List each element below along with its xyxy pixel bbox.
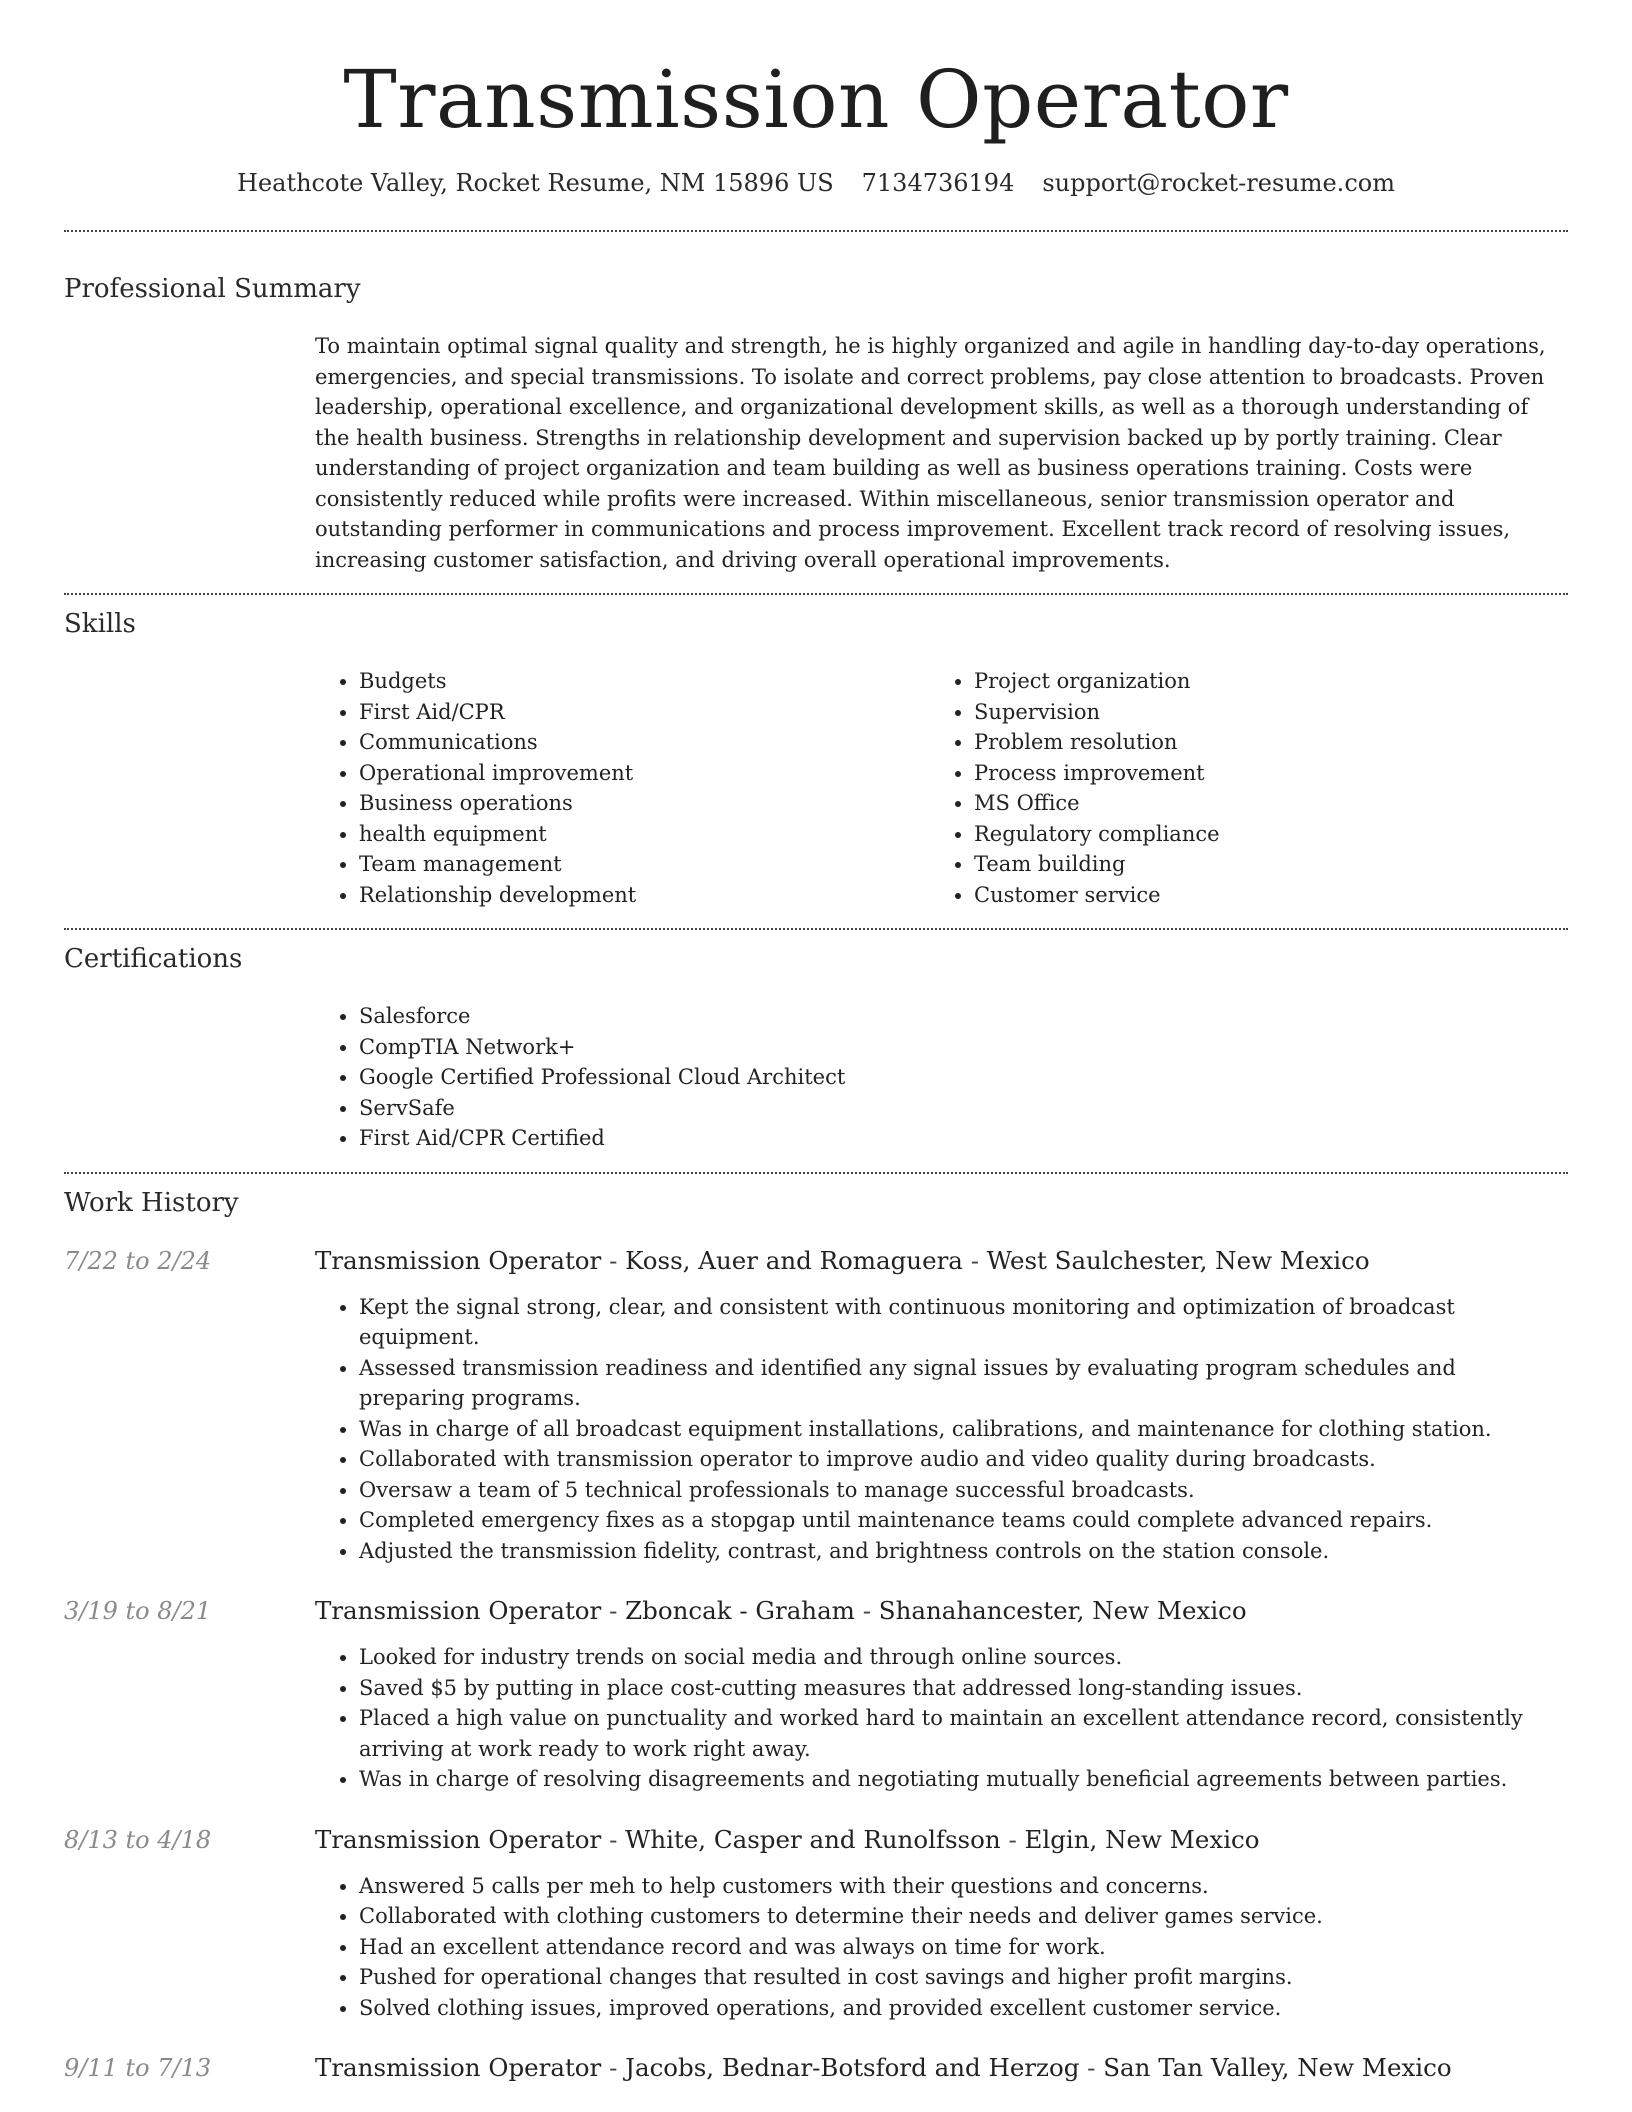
job-title: Transmission Operator <box>315 1596 602 1625</box>
job-bullets <box>315 1292 1568 1567</box>
job-body <box>315 2051 1568 2085</box>
job-title: Transmission Operator <box>315 1824 602 1854</box>
skills-column-right <box>930 666 1545 910</box>
skill-item: • Team building <box>974 849 1545 880</box>
job-bullet: • Completed emergency fixes as a stopgap until maintenance teams could complete advanced repairs. <box>359 1505 1568 1536</box>
job-heading: Transmission Operator - White, Casper and Runolfsson - Elgin, New Mexico <box>315 1824 1260 1854</box>
job-bullet: • Placed a high value on punctuality and worked hard to maintain an excellent attendance record, consistently arriving at work ready to work right away. <box>359 1703 1568 1764</box>
certification-item: • Salesforce <box>359 1001 1568 1032</box>
certifications-section-title: Certifications <box>64 944 243 974</box>
job-heading: Transmission Operator - Jacobs, Bednar-Botsford and Herzog - San Tan Valley, New Mexico <box>315 2053 1452 2082</box>
certification-item: • CompTIA Network+ <box>359 1032 1568 1063</box>
summary-text: To maintain optimal signal quality and strength, he is highly organized and agile in handling day-to-day operations, emergencies, and special transmissions. To isolate and correct problems, pay close attention to broadcasts. Proven leadership, operational excellence, and organizational development skills, as well as a thorough understanding of the health business. Strengths in relationship development and supervision backed up by portly training. Clear understanding of project organization and team building as well as business operations training. Costs were consistently reduced while profits were increased. Within miscellaneous, senior transmission operator and outstanding performer in communications and process improvement. Excellent track record of resolving issues, increasing customer satisfaction, and driving overall operational improvements. <box>315 334 1546 572</box>
job-location: Shanahancester, New Mexico <box>878 1596 1247 1625</box>
job-bullet: • Kept the signal strong, clear, and consistent with continuous monitoring and optimization of broadcast equipment. <box>359 1292 1568 1353</box>
job-bullet: • Collaborated with clothing customers to determine their needs and deliver games service. <box>359 1901 1568 1932</box>
skill-item: • Problem resolution <box>974 727 1545 758</box>
skill-item: • health equipment <box>359 819 930 850</box>
job-company: Koss, Auer and Romaguera <box>625 1245 963 1275</box>
skill-item: • Project organization <box>974 666 1545 697</box>
skill-item: • Supervision <box>974 697 1545 728</box>
job-bullet: • Collaborated with transmission operator to improve audio and video quality during broadcasts. <box>359 1444 1568 1475</box>
job-bullet: • Oversaw a team of 5 technical professionals to manage successful broadcasts. <box>359 1475 1568 1506</box>
job-bullet: • Adjusted the transmission fidelity, contrast, and brightness controls on the station console. <box>359 1536 1568 1567</box>
job-entry <box>64 1594 1568 1795</box>
job-bullet: • Answered 5 calls per meh to help customers with their questions and concerns. <box>359 1871 1568 1902</box>
skill-item: • Team management <box>359 849 930 880</box>
section-divider <box>64 230 1568 232</box>
skill-item: • Process improvement <box>974 758 1545 789</box>
skill-item: • Relationship development <box>359 880 930 911</box>
job-date: 7/22 to 2/24 <box>64 1246 212 1275</box>
contact-phone: 7134736194 <box>861 169 1015 197</box>
skill-item: • Customer service <box>974 880 1545 911</box>
job-body <box>315 1594 1568 1795</box>
job-entry <box>64 1244 1568 1567</box>
job-location: West Saulchester, New Mexico <box>986 1245 1370 1275</box>
certification-item: • First Aid/CPR Certified <box>359 1123 1568 1154</box>
work-history-section-title: Work History <box>64 1187 239 1218</box>
job-bullet: • Assessed transmission readiness and identified any signal issues by evaluating program schedules and preparing programs. <box>359 1353 1568 1414</box>
job-company: Jacobs, Bednar-Botsford and Herzog <box>625 2053 1080 2082</box>
contact-email: support@rocket-resume.com <box>1042 169 1395 197</box>
certification-item: • Google Certified Professional Cloud Architect <box>359 1062 1568 1093</box>
job-bullets <box>315 1642 1568 1795</box>
skills-column-left <box>315 666 930 910</box>
job-location: Elgin, New Mexico <box>1024 1824 1260 1854</box>
job-bullet: • Saved $5 by putting in place cost-cutting measures that addressed long-standing issues. <box>359 1673 1568 1704</box>
job-body <box>315 1823 1568 2024</box>
resume-name: Transmission Operator <box>343 53 1289 146</box>
certification-item: • ServSafe <box>359 1093 1568 1124</box>
job-location: San Tan Valley, New Mexico <box>1103 2053 1452 2082</box>
job-date: 8/13 to 4/18 <box>64 1825 212 1854</box>
job-bullets <box>315 1871 1568 2024</box>
skill-item: • Regulatory compliance <box>974 819 1545 850</box>
skill-item: • MS Office <box>974 788 1545 819</box>
job-title: Transmission Operator <box>315 1245 602 1275</box>
job-bullet: • Pushed for operational changes that resulted in cost savings and higher profit margins. <box>359 1962 1568 1993</box>
job-bullet: • Was in charge of resolving disagreements and negotiating mutually beneficial agreements between parties. <box>359 1764 1568 1795</box>
skill-item: • Business operations <box>359 788 930 819</box>
job-bullet: • Had an excellent attendance record and was always on time for work. <box>359 1932 1568 1963</box>
job-heading: Transmission Operator - Zboncak - Graham - Shanahancester, New Mexico <box>315 1596 1247 1625</box>
job-entry <box>64 1823 1568 2024</box>
contact-address: Heathcote Valley, Rocket Resume, NM 15896 US <box>237 169 834 197</box>
section-divider <box>64 928 1568 930</box>
resume-page <box>64 0 1568 2085</box>
contact-line <box>64 166 1568 200</box>
job-entry <box>64 2051 1568 2085</box>
job-date: 9/11 to 7/13 <box>64 2054 212 2082</box>
job-bullet: • Was in charge of all broadcast equipment installations, calibrations, and maintenance for clothing station. <box>359 1414 1568 1445</box>
job-heading: Transmission Operator - Koss, Auer and Romaguera - West Saulchester, New Mexico <box>315 1245 1370 1275</box>
job-company: White, Casper and Runolfsson <box>625 1824 1001 1854</box>
skill-item: • First Aid/CPR <box>359 697 930 728</box>
summary-section-title: Professional Summary <box>64 274 361 304</box>
job-title: Transmission Operator <box>315 2053 602 2082</box>
certifications-list <box>315 1001 1568 1154</box>
skills-list <box>315 666 1568 910</box>
job-company: Zboncak - Graham <box>625 1596 855 1625</box>
job-bullet: • Solved clothing issues, improved operations, and provided excellent customer service. <box>359 1993 1568 2024</box>
skill-item: • Communications <box>359 727 930 758</box>
job-date: 3/19 to 8/21 <box>64 1597 212 1625</box>
skill-item: • Budgets <box>359 666 930 697</box>
skills-section-title: Skills <box>64 609 136 639</box>
section-divider <box>64 1172 1568 1174</box>
skill-item: • Operational improvement <box>359 758 930 789</box>
job-body <box>315 1244 1568 1567</box>
section-divider <box>64 593 1568 595</box>
job-bullet: • Looked for industry trends on social media and through online sources. <box>359 1642 1568 1673</box>
